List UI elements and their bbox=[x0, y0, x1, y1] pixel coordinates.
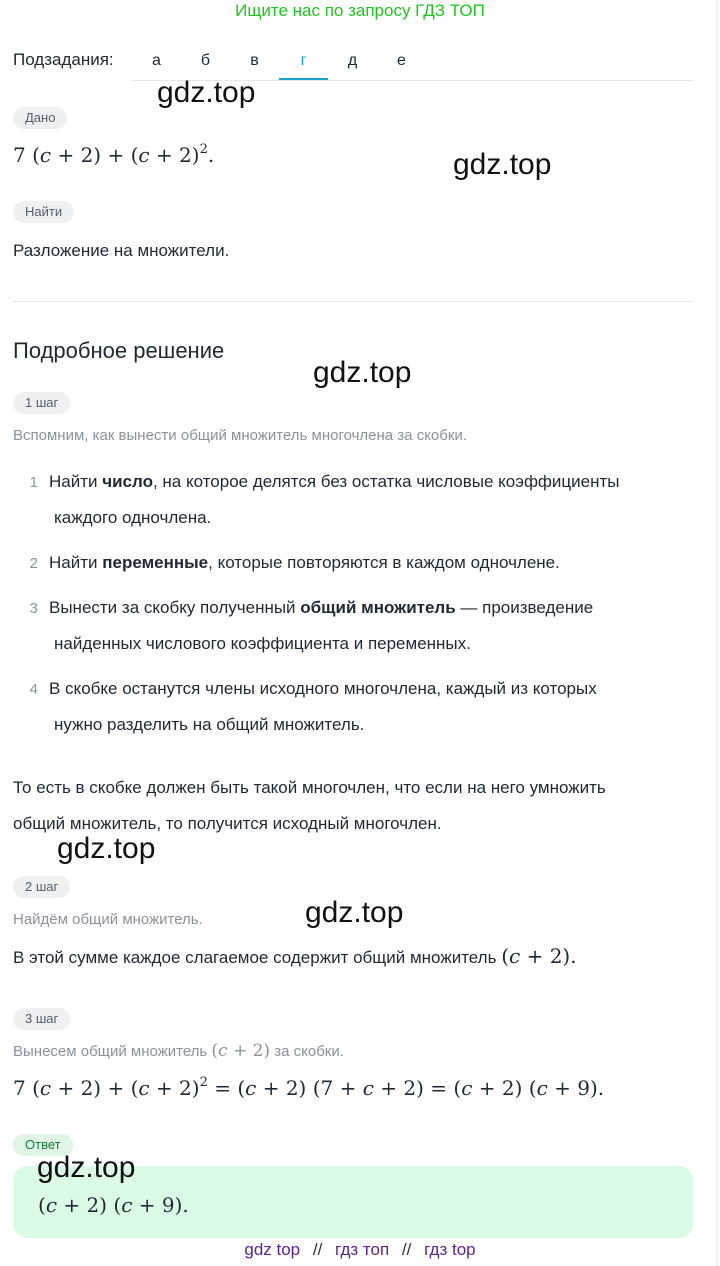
step2-intro: Найдём общий множитель. bbox=[13, 911, 203, 928]
list-number: 2 bbox=[29, 555, 38, 572]
top-banner: Ищите нас по запросу ГДЗ ТОП bbox=[235, 1, 485, 20]
step3-chip: 3 шаг bbox=[13, 1008, 70, 1030]
tab-b[interactable]: б bbox=[200, 52, 211, 69]
list-number: 4 bbox=[29, 681, 38, 698]
step1-intro: Вспомним, как вынести общий множитель многочлена за скобки. bbox=[13, 427, 467, 444]
tab-a[interactable]: а bbox=[152, 52, 161, 69]
step2-text: В этой сумме каждое слагаемое содержит общий множитель (c + 2). bbox=[13, 944, 577, 968]
answer-chip: Ответ bbox=[13, 1134, 73, 1156]
step1-chip: 1 шаг bbox=[13, 392, 70, 414]
list-number: 1 bbox=[29, 474, 38, 491]
list-item-4: В скобке останутся члены исходного многочлена, каждый из которых bbox=[49, 679, 597, 698]
given-chip: Дано bbox=[13, 107, 67, 129]
step1-chip-wrap bbox=[13, 392, 70, 414]
section-divider bbox=[13, 301, 693, 302]
answer-expression: (c + 2) (c + 9). bbox=[38, 1193, 189, 1217]
list-item-1-cont: каждого одночлена. bbox=[54, 508, 212, 527]
list-number: 3 bbox=[29, 600, 38, 617]
step2-chip: 2 шаг bbox=[13, 876, 70, 898]
step2-chip-wrap bbox=[13, 876, 70, 898]
footer-link[interactable]: gdz top bbox=[244, 1240, 301, 1259]
find-text: Разложение на множители. bbox=[13, 241, 230, 260]
given-expression: 7 $(c + 2) + (c + 2)^2$. bbox=[13, 142, 215, 167]
footer-links bbox=[0, 1240, 720, 1260]
tab-v[interactable]: в bbox=[250, 52, 259, 69]
step3-intro: Вынесем общий множитель (c + 2) за скобки. bbox=[13, 1041, 344, 1061]
find-chip-wrap bbox=[13, 201, 74, 223]
watermark: gdz.top bbox=[57, 832, 156, 865]
footer-link[interactable]: гдз top bbox=[424, 1240, 476, 1259]
step3-equation: 7 $(c + 2) + (c + 2)^2 = (c + 2)$ (7 + c + 2) = (c + 2) (c + 9). bbox=[13, 1075, 605, 1100]
list-item-3-cont: найденных числового коэффициента и переменных. bbox=[54, 634, 471, 653]
watermark: gdz.top bbox=[305, 896, 404, 929]
footer-separator: // bbox=[401, 1240, 412, 1259]
subtask-tabs bbox=[132, 44, 426, 80]
list-item-1: Найти число, на которое делятся без остатка числовые коэффициенты bbox=[49, 472, 620, 491]
tab-d[interactable]: д bbox=[347, 52, 358, 69]
given-chip-wrap bbox=[13, 107, 67, 129]
list-item-2: Найти переменные, которые повторяются в каждом одночлене. bbox=[49, 553, 560, 572]
tab-e[interactable]: е bbox=[397, 52, 406, 69]
list-item-4-cont: нужно разделить на общий множитель. bbox=[54, 715, 365, 734]
watermark: gdz.top bbox=[313, 356, 412, 389]
page-edge bbox=[716, 0, 718, 1266]
list-item-3: Вынести за скобку полученный общий множитель — произведение bbox=[49, 598, 594, 617]
watermark: gdz.top bbox=[37, 1151, 136, 1184]
step3-intro-expression: (c + 2) bbox=[211, 1041, 271, 1061]
footer-separator: // bbox=[312, 1240, 323, 1259]
footer-link[interactable]: гдз топ bbox=[335, 1240, 390, 1259]
subtasks-label: Подзадания: bbox=[13, 50, 114, 69]
summary-line-2: общий множитель, то получится исходный многочлен. bbox=[13, 814, 442, 833]
step3-chip-wrap bbox=[13, 1008, 70, 1030]
watermark: gdz.top bbox=[157, 76, 256, 109]
watermark: gdz.top bbox=[453, 148, 552, 181]
summary-line-1: То есть в скобке должен быть такой многочлен, что если на него умножить bbox=[13, 778, 606, 797]
find-chip: Найти bbox=[13, 201, 74, 223]
solution-title: Подробное решение bbox=[13, 338, 225, 363]
tab-g-active[interactable]: г bbox=[279, 44, 328, 80]
common-factor-expression: (c + 2). bbox=[501, 944, 577, 968]
